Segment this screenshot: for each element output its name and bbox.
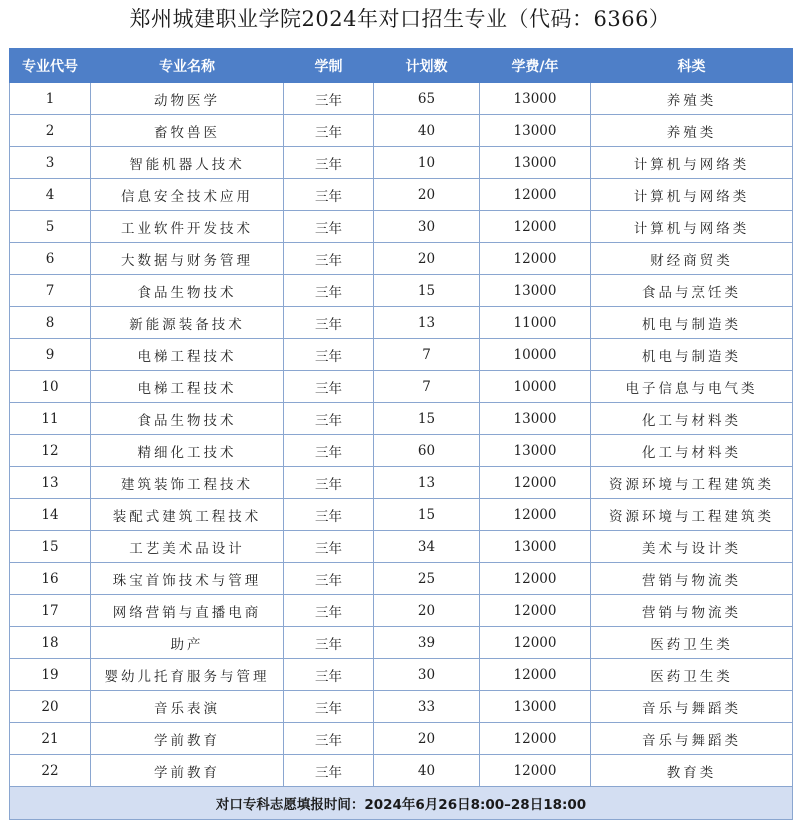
table-row <box>10 531 793 563</box>
cell-tuition: 12000 <box>480 499 591 531</box>
table-row <box>10 435 793 467</box>
cell-duration: 三年 <box>284 595 374 627</box>
cell-tuition: 10000 <box>480 371 591 403</box>
cell-major-name: 装配式建筑工程技术 <box>91 499 284 531</box>
cell-code: 17 <box>10 595 91 627</box>
cell-tuition: 13000 <box>480 403 591 435</box>
cell-major-name: 网络营销与直播电商 <box>91 595 284 627</box>
cell-major-name: 珠宝首饰技术与管理 <box>91 563 284 595</box>
cell-major-name: 学前教育 <box>91 755 284 787</box>
cell-major-name: 工业软件开发技术 <box>91 211 284 243</box>
cell-duration: 三年 <box>284 499 374 531</box>
cell-code: 19 <box>10 659 91 691</box>
cell-category: 教育类 <box>591 755 793 787</box>
cell-tuition: 12000 <box>480 659 591 691</box>
cell-duration: 三年 <box>284 115 374 147</box>
cell-code: 9 <box>10 339 91 371</box>
cell-plan-count: 15 <box>374 499 480 531</box>
cell-tuition: 12000 <box>480 467 591 499</box>
cell-plan-count: 33 <box>374 691 480 723</box>
cell-plan-count: 7 <box>374 371 480 403</box>
cell-major-name: 精细化工技术 <box>91 435 284 467</box>
cell-code: 13 <box>10 467 91 499</box>
cell-major-name: 工艺美术品设计 <box>91 531 284 563</box>
cell-code: 16 <box>10 563 91 595</box>
cell-code: 10 <box>10 371 91 403</box>
cell-duration: 三年 <box>284 179 374 211</box>
table-row <box>10 755 793 787</box>
cell-duration: 三年 <box>284 563 374 595</box>
cell-tuition: 13000 <box>480 531 591 563</box>
cell-major-name: 电梯工程技术 <box>91 371 284 403</box>
cell-plan-count: 20 <box>374 243 480 275</box>
cell-major-name: 音乐表演 <box>91 691 284 723</box>
cell-plan-count: 40 <box>374 115 480 147</box>
cell-duration: 三年 <box>284 371 374 403</box>
cell-tuition: 13000 <box>480 83 591 115</box>
cell-category: 计算机与网络类 <box>591 147 793 179</box>
table-row <box>10 339 793 371</box>
cell-major-name: 大数据与财务管理 <box>91 243 284 275</box>
table-row <box>10 275 793 307</box>
cell-plan-count: 60 <box>374 435 480 467</box>
cell-category: 机电与制造类 <box>591 307 793 339</box>
cell-tuition: 11000 <box>480 307 591 339</box>
cell-plan-count: 39 <box>374 627 480 659</box>
cell-duration: 三年 <box>284 211 374 243</box>
table-row <box>10 499 793 531</box>
table-row <box>10 211 793 243</box>
table-row <box>10 723 793 755</box>
cell-major-name: 新能源装备技术 <box>91 307 284 339</box>
cell-code: 14 <box>10 499 91 531</box>
cell-plan-count: 13 <box>374 307 480 339</box>
cell-plan-count: 15 <box>374 403 480 435</box>
cell-category: 医药卫生类 <box>591 659 793 691</box>
cell-code: 7 <box>10 275 91 307</box>
cell-code: 11 <box>10 403 91 435</box>
cell-code: 5 <box>10 211 91 243</box>
page-title: 郑州城建职业学院2024年对口招生专业（代码：6366） <box>129 7 671 31</box>
cell-category: 食品与烹饪类 <box>591 275 793 307</box>
cell-category: 资源环境与工程建筑类 <box>591 467 793 499</box>
cell-major-name: 助产 <box>91 627 284 659</box>
cell-tuition: 12000 <box>480 243 591 275</box>
table-row <box>10 659 793 691</box>
cell-duration: 三年 <box>284 339 374 371</box>
cell-code: 6 <box>10 243 91 275</box>
cell-duration: 三年 <box>284 275 374 307</box>
cell-duration: 三年 <box>284 627 374 659</box>
cell-tuition: 12000 <box>480 627 591 659</box>
cell-code: 21 <box>10 723 91 755</box>
cell-category: 美术与设计类 <box>591 531 793 563</box>
cell-category: 计算机与网络类 <box>591 211 793 243</box>
cell-category: 医药卫生类 <box>591 627 793 659</box>
footer-row <box>10 787 793 820</box>
cell-major-name: 畜牧兽医 <box>91 115 284 147</box>
cell-major-name: 智能机器人技术 <box>91 147 284 179</box>
cell-category: 化工与材料类 <box>591 403 793 435</box>
table-row <box>10 691 793 723</box>
cell-code: 8 <box>10 307 91 339</box>
cell-duration: 三年 <box>284 531 374 563</box>
cell-category: 音乐与舞蹈类 <box>591 723 793 755</box>
cell-plan-count: 34 <box>374 531 480 563</box>
cell-major-name: 信息安全技术应用 <box>91 179 284 211</box>
enrollment-table <box>9 48 793 820</box>
header-tuition: 学费/年 <box>480 49 591 83</box>
cell-plan-count: 30 <box>374 211 480 243</box>
table-row <box>10 371 793 403</box>
cell-major-name: 建筑装饰工程技术 <box>91 467 284 499</box>
cell-plan-count: 25 <box>374 563 480 595</box>
cell-tuition: 12000 <box>480 211 591 243</box>
cell-category: 音乐与舞蹈类 <box>591 691 793 723</box>
cell-plan-count: 65 <box>374 83 480 115</box>
cell-duration: 三年 <box>284 307 374 339</box>
cell-code: 3 <box>10 147 91 179</box>
cell-category: 计算机与网络类 <box>591 179 793 211</box>
cell-code: 1 <box>10 83 91 115</box>
cell-duration: 三年 <box>284 243 374 275</box>
cell-major-name: 婴幼儿托育服务与管理 <box>91 659 284 691</box>
table-row <box>10 147 793 179</box>
header-category: 科类 <box>591 49 793 83</box>
cell-major-name: 动物医学 <box>91 83 284 115</box>
table-row <box>10 179 793 211</box>
cell-plan-count: 13 <box>374 467 480 499</box>
table-row <box>10 307 793 339</box>
table-row <box>10 467 793 499</box>
cell-category: 营销与物流类 <box>591 595 793 627</box>
table-body <box>10 83 793 787</box>
application-time-note: 对口专科志愿填报时间：2024年6月26日8:00–28日18:00 <box>10 787 793 820</box>
header-duration: 学制 <box>284 49 374 83</box>
cell-code: 15 <box>10 531 91 563</box>
cell-category: 电子信息与电气类 <box>591 371 793 403</box>
table-row <box>10 243 793 275</box>
cell-plan-count: 15 <box>374 275 480 307</box>
cell-tuition: 13000 <box>480 275 591 307</box>
cell-code: 22 <box>10 755 91 787</box>
cell-tuition: 10000 <box>480 339 591 371</box>
cell-major-name: 食品生物技术 <box>91 275 284 307</box>
cell-plan-count: 40 <box>374 755 480 787</box>
cell-tuition: 12000 <box>480 723 591 755</box>
cell-plan-count: 30 <box>374 659 480 691</box>
cell-duration: 三年 <box>284 83 374 115</box>
cell-plan-count: 20 <box>374 179 480 211</box>
cell-code: 12 <box>10 435 91 467</box>
cell-plan-count: 20 <box>374 723 480 755</box>
table-row <box>10 627 793 659</box>
cell-tuition: 13000 <box>480 115 591 147</box>
cell-duration: 三年 <box>284 467 374 499</box>
cell-major-name: 电梯工程技术 <box>91 339 284 371</box>
cell-tuition: 13000 <box>480 691 591 723</box>
cell-category: 养殖类 <box>591 115 793 147</box>
cell-category: 营销与物流类 <box>591 563 793 595</box>
table-row <box>10 115 793 147</box>
cell-tuition: 12000 <box>480 595 591 627</box>
cell-category: 化工与材料类 <box>591 435 793 467</box>
table-row <box>10 403 793 435</box>
cell-plan-count: 20 <box>374 595 480 627</box>
cell-tuition: 13000 <box>480 435 591 467</box>
table-row <box>10 563 793 595</box>
cell-code: 18 <box>10 627 91 659</box>
cell-category: 养殖类 <box>591 83 793 115</box>
cell-code: 4 <box>10 179 91 211</box>
header-major-name: 专业名称 <box>91 49 284 83</box>
cell-category: 资源环境与工程建筑类 <box>591 499 793 531</box>
cell-plan-count: 7 <box>374 339 480 371</box>
cell-tuition: 13000 <box>480 147 591 179</box>
header-plan-count: 计划数 <box>374 49 480 83</box>
cell-category: 机电与制造类 <box>591 339 793 371</box>
cell-duration: 三年 <box>284 659 374 691</box>
cell-duration: 三年 <box>284 435 374 467</box>
cell-duration: 三年 <box>284 755 374 787</box>
cell-code: 20 <box>10 691 91 723</box>
table-header-row <box>10 49 793 83</box>
cell-major-name: 学前教育 <box>91 723 284 755</box>
cell-tuition: 12000 <box>480 179 591 211</box>
cell-duration: 三年 <box>284 723 374 755</box>
cell-tuition: 12000 <box>480 755 591 787</box>
cell-tuition: 12000 <box>480 563 591 595</box>
cell-category: 财经商贸类 <box>591 243 793 275</box>
table-row <box>10 83 793 115</box>
cell-plan-count: 10 <box>374 147 480 179</box>
cell-duration: 三年 <box>284 691 374 723</box>
table-row <box>10 595 793 627</box>
cell-major-name: 食品生物技术 <box>91 403 284 435</box>
cell-duration: 三年 <box>284 147 374 179</box>
cell-code: 2 <box>10 115 91 147</box>
cell-duration: 三年 <box>284 403 374 435</box>
header-code: 专业代号 <box>10 49 91 83</box>
